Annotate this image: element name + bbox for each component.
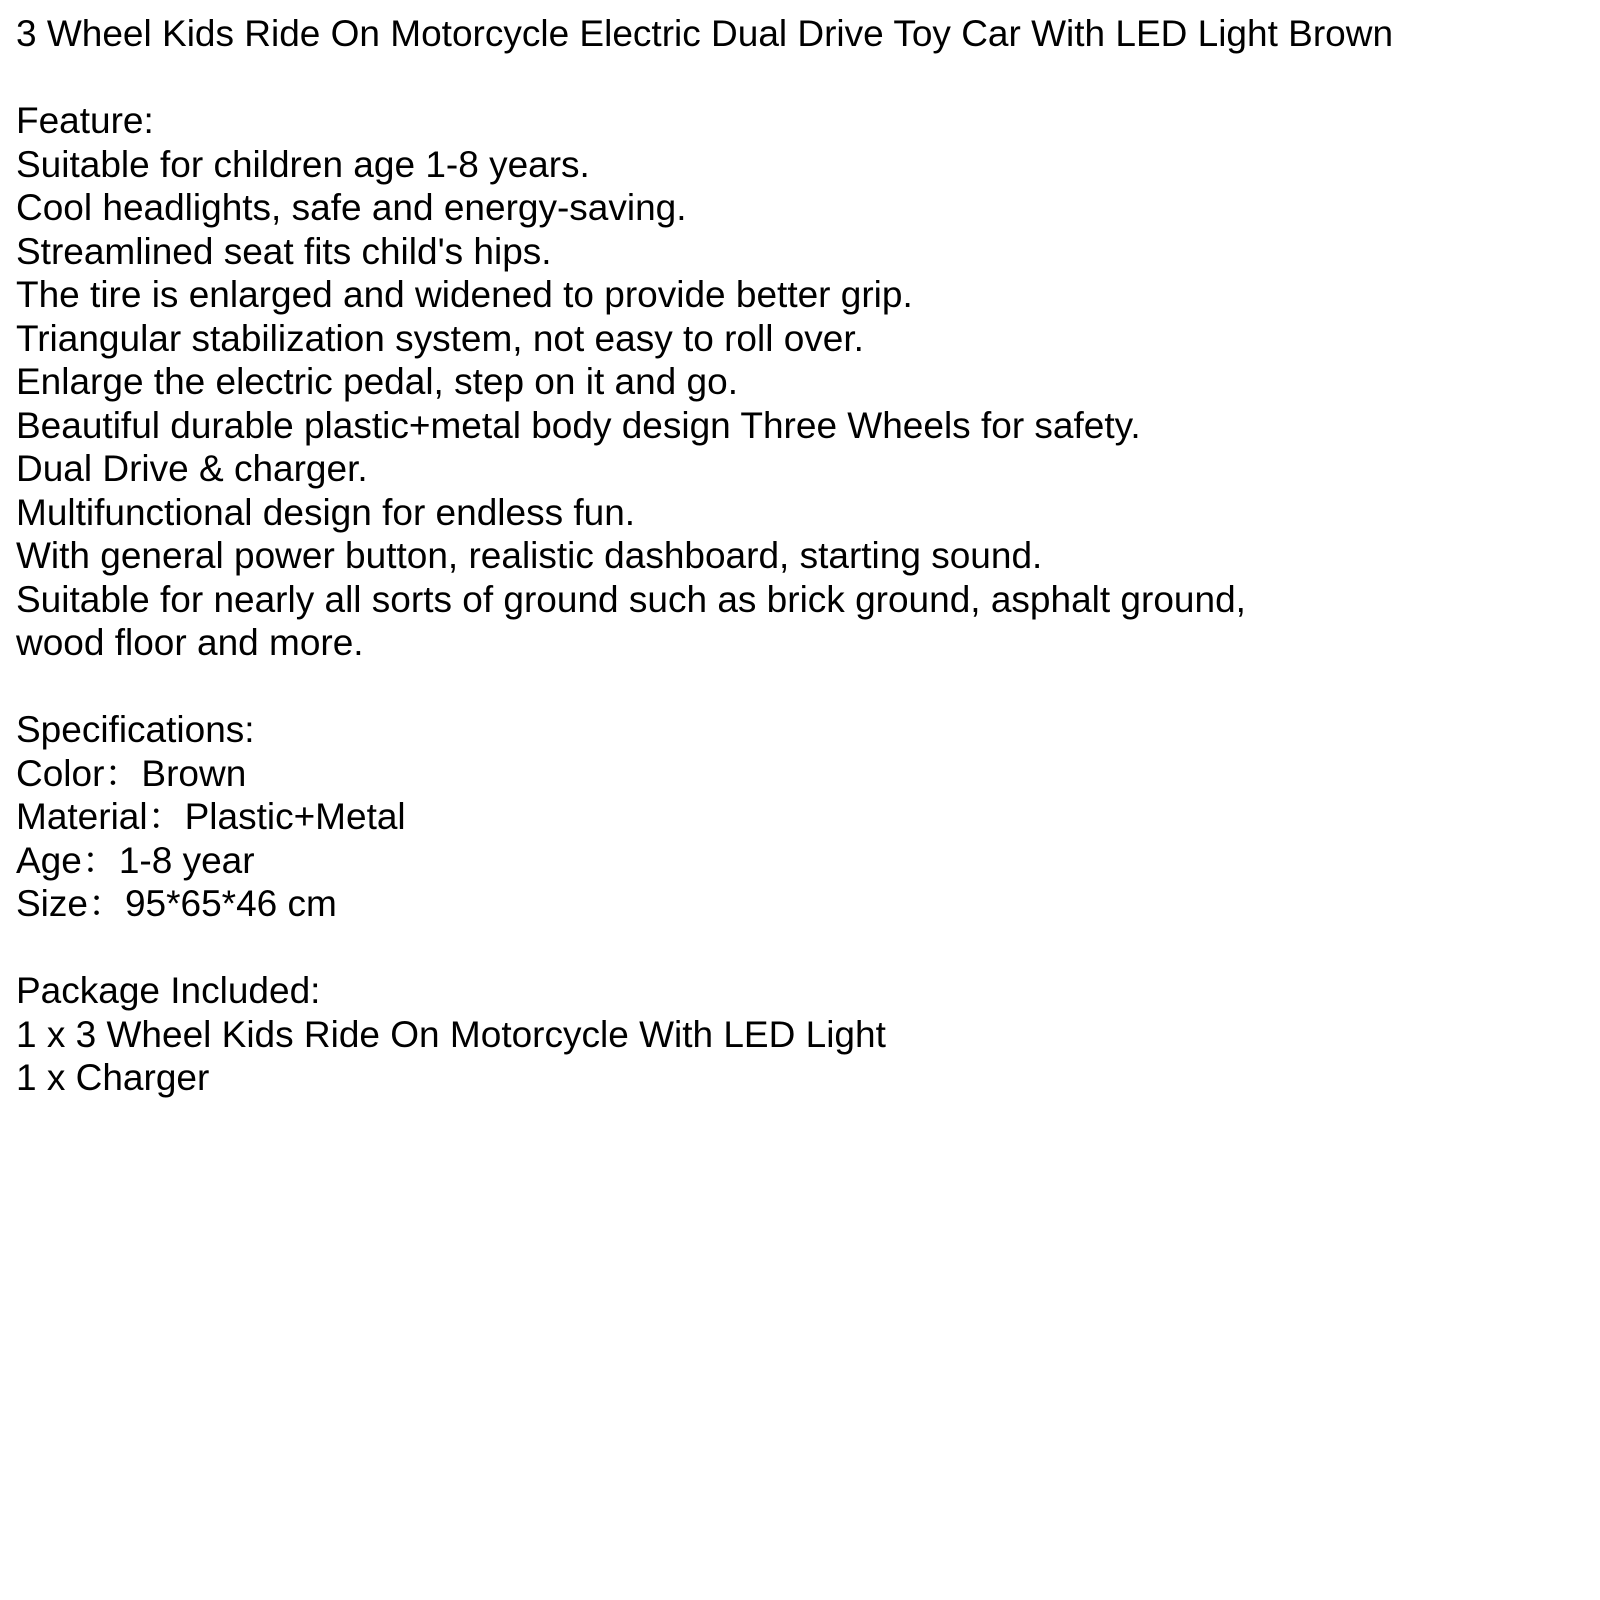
- spec-color: Color：Brown: [16, 752, 247, 794]
- feature-item: Dual Drive & charger.: [16, 448, 368, 489]
- feature-item: Triangular stabilization system, not easy to roll over.: [16, 317, 864, 359]
- package-item: 1 x Charger: [16, 1057, 210, 1098]
- package-heading: Package Included:: [16, 970, 321, 1011]
- feature-item: With general power button, realistic dashboard, starting sound.: [16, 535, 1043, 576]
- spacer: [16, 56, 1586, 100]
- specifications-heading: Specifications:: [16, 709, 255, 750]
- feature-item: Streamlined seat fits child's hips.: [16, 230, 552, 272]
- feature-item: Beautiful durable plastic+metal body design Three Wheels for safety.: [16, 404, 1141, 446]
- spec-age: Age：1-8 year: [16, 839, 255, 881]
- feature-item: wood floor and more.: [16, 622, 364, 663]
- product-description: [16, 12, 1586, 1100]
- feature-item: Enlarge the electric pedal, step on it and go.: [16, 361, 738, 402]
- spacer: [16, 926, 1586, 970]
- spec-size: Size：95*65*46 cm: [16, 883, 337, 924]
- feature-item: Multifunctional design for endless fun.: [16, 491, 636, 533]
- product-title: 3 Wheel Kids Ride On Motorcycle Electric Dual Drive Toy Car With LED Light Brown: [16, 13, 1394, 54]
- feature-item: The tire is enlarged and widened to provide better grip.: [16, 274, 913, 315]
- spec-material: Material：Plastic+Metal: [16, 796, 406, 837]
- feature-heading: Feature:: [16, 100, 154, 141]
- feature-item: Suitable for nearly all sorts of ground such as brick ground, asphalt ground,: [16, 578, 1246, 620]
- feature-item: Cool headlights, safe and energy-saving.: [16, 187, 687, 228]
- feature-item: Suitable for children age 1-8 years.: [16, 143, 590, 185]
- package-item: 1 x 3 Wheel Kids Ride On Motorcycle With LED Light: [16, 1013, 886, 1055]
- spacer: [16, 665, 1586, 709]
